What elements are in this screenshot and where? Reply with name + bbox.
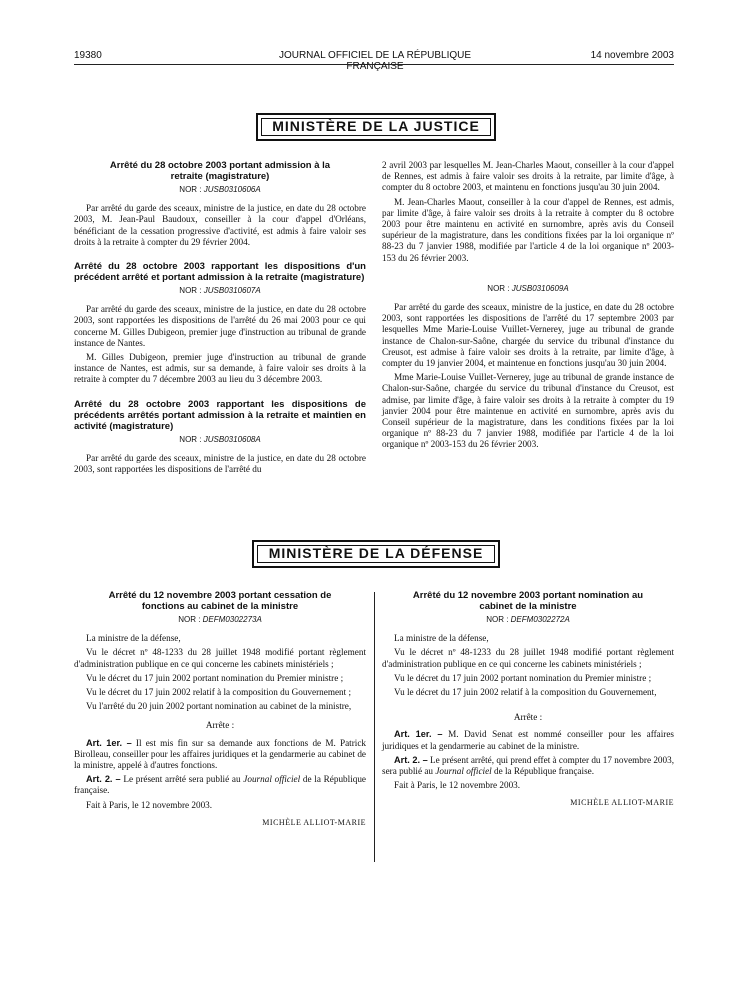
nor-code: JUSB0310609A bbox=[511, 283, 569, 293]
ministry-justice-title: MINISTÈRE DE LA JUSTICE bbox=[272, 118, 480, 134]
justice-right-column bbox=[382, 160, 674, 454]
ministry-defense-box bbox=[252, 540, 500, 568]
nor-line bbox=[382, 283, 674, 294]
article bbox=[382, 755, 674, 777]
article bbox=[382, 729, 674, 751]
paragraph: Par arrêté du garde des sceaux, ministre de la justice, en date du 28 octobre 2003, sont rapportées les dispositions de l'arrêté du bbox=[74, 452, 366, 475]
issue-date: 14 novembre 2003 bbox=[590, 50, 674, 61]
paragraph: Fait à Paris, le 12 novembre 2003. bbox=[86, 799, 213, 810]
arrete-label: Arrête : bbox=[513, 712, 543, 723]
nor-code: JUSB0310607A bbox=[203, 286, 261, 296]
justice-left-column bbox=[74, 160, 366, 478]
journal-officiel-ref: Journal officiel bbox=[243, 774, 301, 785]
article-text: Il est mis fin sur sa demande aux fonctions de M. Patrick Birolleau, conseiller pour les affaires juridiques et la gendarmerie au cabinet de la ministre, appelé à d'autres fonctions. bbox=[74, 737, 366, 771]
nor-code: DEFM0302273A bbox=[202, 615, 262, 624]
paragraph: Mme Marie-Louise Vuillet-Vernerey, juge au tribunal de grande instance de Chalon-sur-Saône, chargée du service du tribunal d'instance du Creusot, est admise, par limite d'âge, à faire valoir ses droits à la retraite à compter du 19 janvier 2004 pour être maintenue en activité en surnombre, après avis du Conseil supérieur de la magistrature, dans les conditions fixées par la loi organique nº 88-23 du 7 janvier 1988, modifiée par l'article 4 de la loi organique nº 2003-153 du 26 février 2003. bbox=[382, 372, 674, 450]
ministry-defense-title: MINISTÈRE DE LA DÉFENSE bbox=[268, 545, 484, 561]
ministry-justice-box bbox=[256, 113, 496, 141]
arrete-title: Arrêté du 12 novembre 2003 portant cessation de fonctions au cabinet de la ministre bbox=[108, 590, 332, 612]
column-divider bbox=[374, 592, 375, 862]
signature: MICHÈLE ALLIOT-MARIE bbox=[262, 817, 366, 827]
nor-line bbox=[382, 614, 674, 625]
paragraph: La ministre de la défense, bbox=[394, 633, 489, 644]
article-text: Le présent arrêté sera publié au bbox=[123, 774, 244, 785]
arrete-title: Arrêté du 28 octobre 2003 rapportant les dispositions de précédents arrêtés portant admission à la retraite et maintien en activité (magistrature) bbox=[74, 398, 366, 432]
nor-line bbox=[74, 434, 366, 445]
arrete-label: Arrête : bbox=[205, 720, 235, 731]
arrete-title: Arrêté du 28 octobre 2003 rapportant les dispositions d'un précédent arrêté et portant admission à la retraite (magistrature) bbox=[74, 261, 366, 284]
paragraph: Vu le décret du 17 juin 2002 portant nomination du Premier ministre ; bbox=[86, 672, 344, 683]
article-text: Le présent arrêté, qui prend effet à compter du 17 novembre 2003, sera publié au bbox=[382, 754, 674, 777]
arrete-title: Arrêté du 28 octobre 2003 portant admission à la retraite (magistrature) bbox=[109, 160, 331, 182]
paragraph: Par arrêté du garde des sceaux, ministre de la justice, en date du 28 octobre 2003, sont rapportées les dispositions de l'arrêté du 26 mai 2003 pour ce qui concerne M. Gilles Dubigeon, premier juge d'instruction au tribunal de grande instance de Nantes. bbox=[74, 304, 366, 348]
page-number: 19380 bbox=[74, 50, 102, 61]
paragraph: Vu le décret du 17 juin 2002 portant nomination du Premier ministre ; bbox=[394, 672, 652, 683]
paragraph: Par arrêté du garde des sceaux, ministre de la justice, en date du 28 octobre 2003, sont rapportées les dispositions de l'arrêté du 17 septembre 2003 par lesquelles Mme Marie-Louise Vuillet-Vernerey, juge au tribunal de grande instance de Chalon-sur-Saône, chargée du service du tribunal d'instance du Creusot, est admise à faire valoir ses droits à la retraite, par limite d'âge, à compter du 19 janvier 2004, et maintenue en fonctions jusqu'au 30 juin 2004. bbox=[382, 302, 674, 369]
article-label: Art. 2. – bbox=[394, 754, 428, 765]
journal-title: JOURNAL OFFICIEL DE LA RÉPUBLIQUE FRANÇAISE bbox=[278, 50, 472, 72]
defense-right-column bbox=[382, 590, 674, 809]
nor-label: NOR : bbox=[179, 286, 202, 296]
paragraph: M. Gilles Dubigeon, premier juge d'instruction au tribunal de grande instance de Nantes, est admis, sur sa demande, à faire valoir ses droits à la retraite à compter du 7 décembre 2003 au lieu du 3 décembre 2003. bbox=[74, 352, 366, 385]
paragraph: Vu l'arrêté du 20 juin 2002 portant nomination au cabinet de la ministre, bbox=[86, 701, 352, 712]
header-rule bbox=[74, 64, 674, 65]
paragraph: M. Jean-Charles Maout, conseiller à la cour d'appel de Rennes, est admis, par limite d'âge, à faire valoir ses droits à la retraite à compter du 8 octobre 2003 pour être maintenu en activité en surnombre, après avis du Conseil supérieur de la magistrature, dans les conditions fixées par la loi organique nº 88-23 du 7 janvier 1988, modifiée par l'article 4 de la loi organique nº 2003-153 du 26 février 2003. bbox=[382, 196, 674, 263]
nor-label: NOR : bbox=[487, 283, 510, 293]
paragraph: Fait à Paris, le 12 novembre 2003. bbox=[394, 780, 521, 791]
nor-label: NOR : bbox=[179, 185, 202, 194]
nor-line bbox=[74, 285, 366, 296]
article-label: Art. 1er. – bbox=[86, 737, 132, 748]
signature: MICHÈLE ALLIOT-MARIE bbox=[570, 798, 674, 808]
paragraph: Vu le décret nº 48-1233 du 28 juillet 1948 modifié portant règlement d'administration publique en ce qui concerne les cabinets ministériels ; bbox=[74, 647, 366, 669]
paragraph: Vu le décret nº 48-1233 du 28 juillet 1948 modifié portant règlement d'administration publique en ce qui concerne les cabinets ministériels ; bbox=[382, 647, 674, 669]
nor-label: NOR : bbox=[178, 615, 201, 624]
article-text: de la République française. bbox=[74, 774, 367, 796]
article-label: Art. 2. – bbox=[86, 774, 121, 785]
article-label: Art. 1er. – bbox=[394, 729, 443, 740]
nor-code: JUSB0310606A bbox=[203, 185, 261, 194]
defense-left-column bbox=[74, 590, 366, 828]
paragraph: Vu le décret du 17 juin 2002 relatif à la composition du Gouvernement, bbox=[394, 687, 657, 698]
article-text: M. David Senat est nommé conseiller pour les affaires juridiques et la gendarmerie au cabinet de la ministre. bbox=[382, 729, 674, 751]
article bbox=[74, 738, 366, 772]
nor-code: DEFM0302272A bbox=[510, 615, 570, 624]
article bbox=[74, 774, 366, 796]
paragraph: Vu le décret du 17 juin 2002 relatif à la composition du Gouvernement ; bbox=[86, 687, 352, 698]
arrete-title: Arrêté du 12 novembre 2003 portant nomination au cabinet de la ministre bbox=[412, 590, 644, 612]
journal-officiel-ref: Journal officiel bbox=[435, 766, 492, 777]
nor-line bbox=[74, 184, 366, 195]
nor-line bbox=[74, 614, 366, 625]
paragraph: 2 avril 2003 par lesquelles M. Jean-Charles Maout, conseiller à la cour d'appel de Rennes, est admis à faire valoir ses droits à la retraite, par limite d'âge, à compter du 8 octobre 2003, et maintenu en fonctions jusqu'au 30 juin 2004. bbox=[382, 160, 674, 193]
nor-label: NOR : bbox=[179, 434, 202, 444]
nor-code: JUSB0310608A bbox=[203, 434, 261, 444]
nor-label: NOR : bbox=[486, 615, 509, 624]
paragraph: La ministre de la défense, bbox=[86, 633, 181, 644]
article-text: de la République française. bbox=[491, 766, 595, 777]
paragraph: Par arrêté du garde des sceaux, ministre de la justice, en date du 28 octobre 2003, M. Jean-Paul Baudoux, conseiller à la cour d'appel d'Orléans, bénéficiant de la cessation progressive d'activité, est admis à faire valoir ses droits à la retraite à compter du 29 février 2004. bbox=[74, 203, 366, 247]
